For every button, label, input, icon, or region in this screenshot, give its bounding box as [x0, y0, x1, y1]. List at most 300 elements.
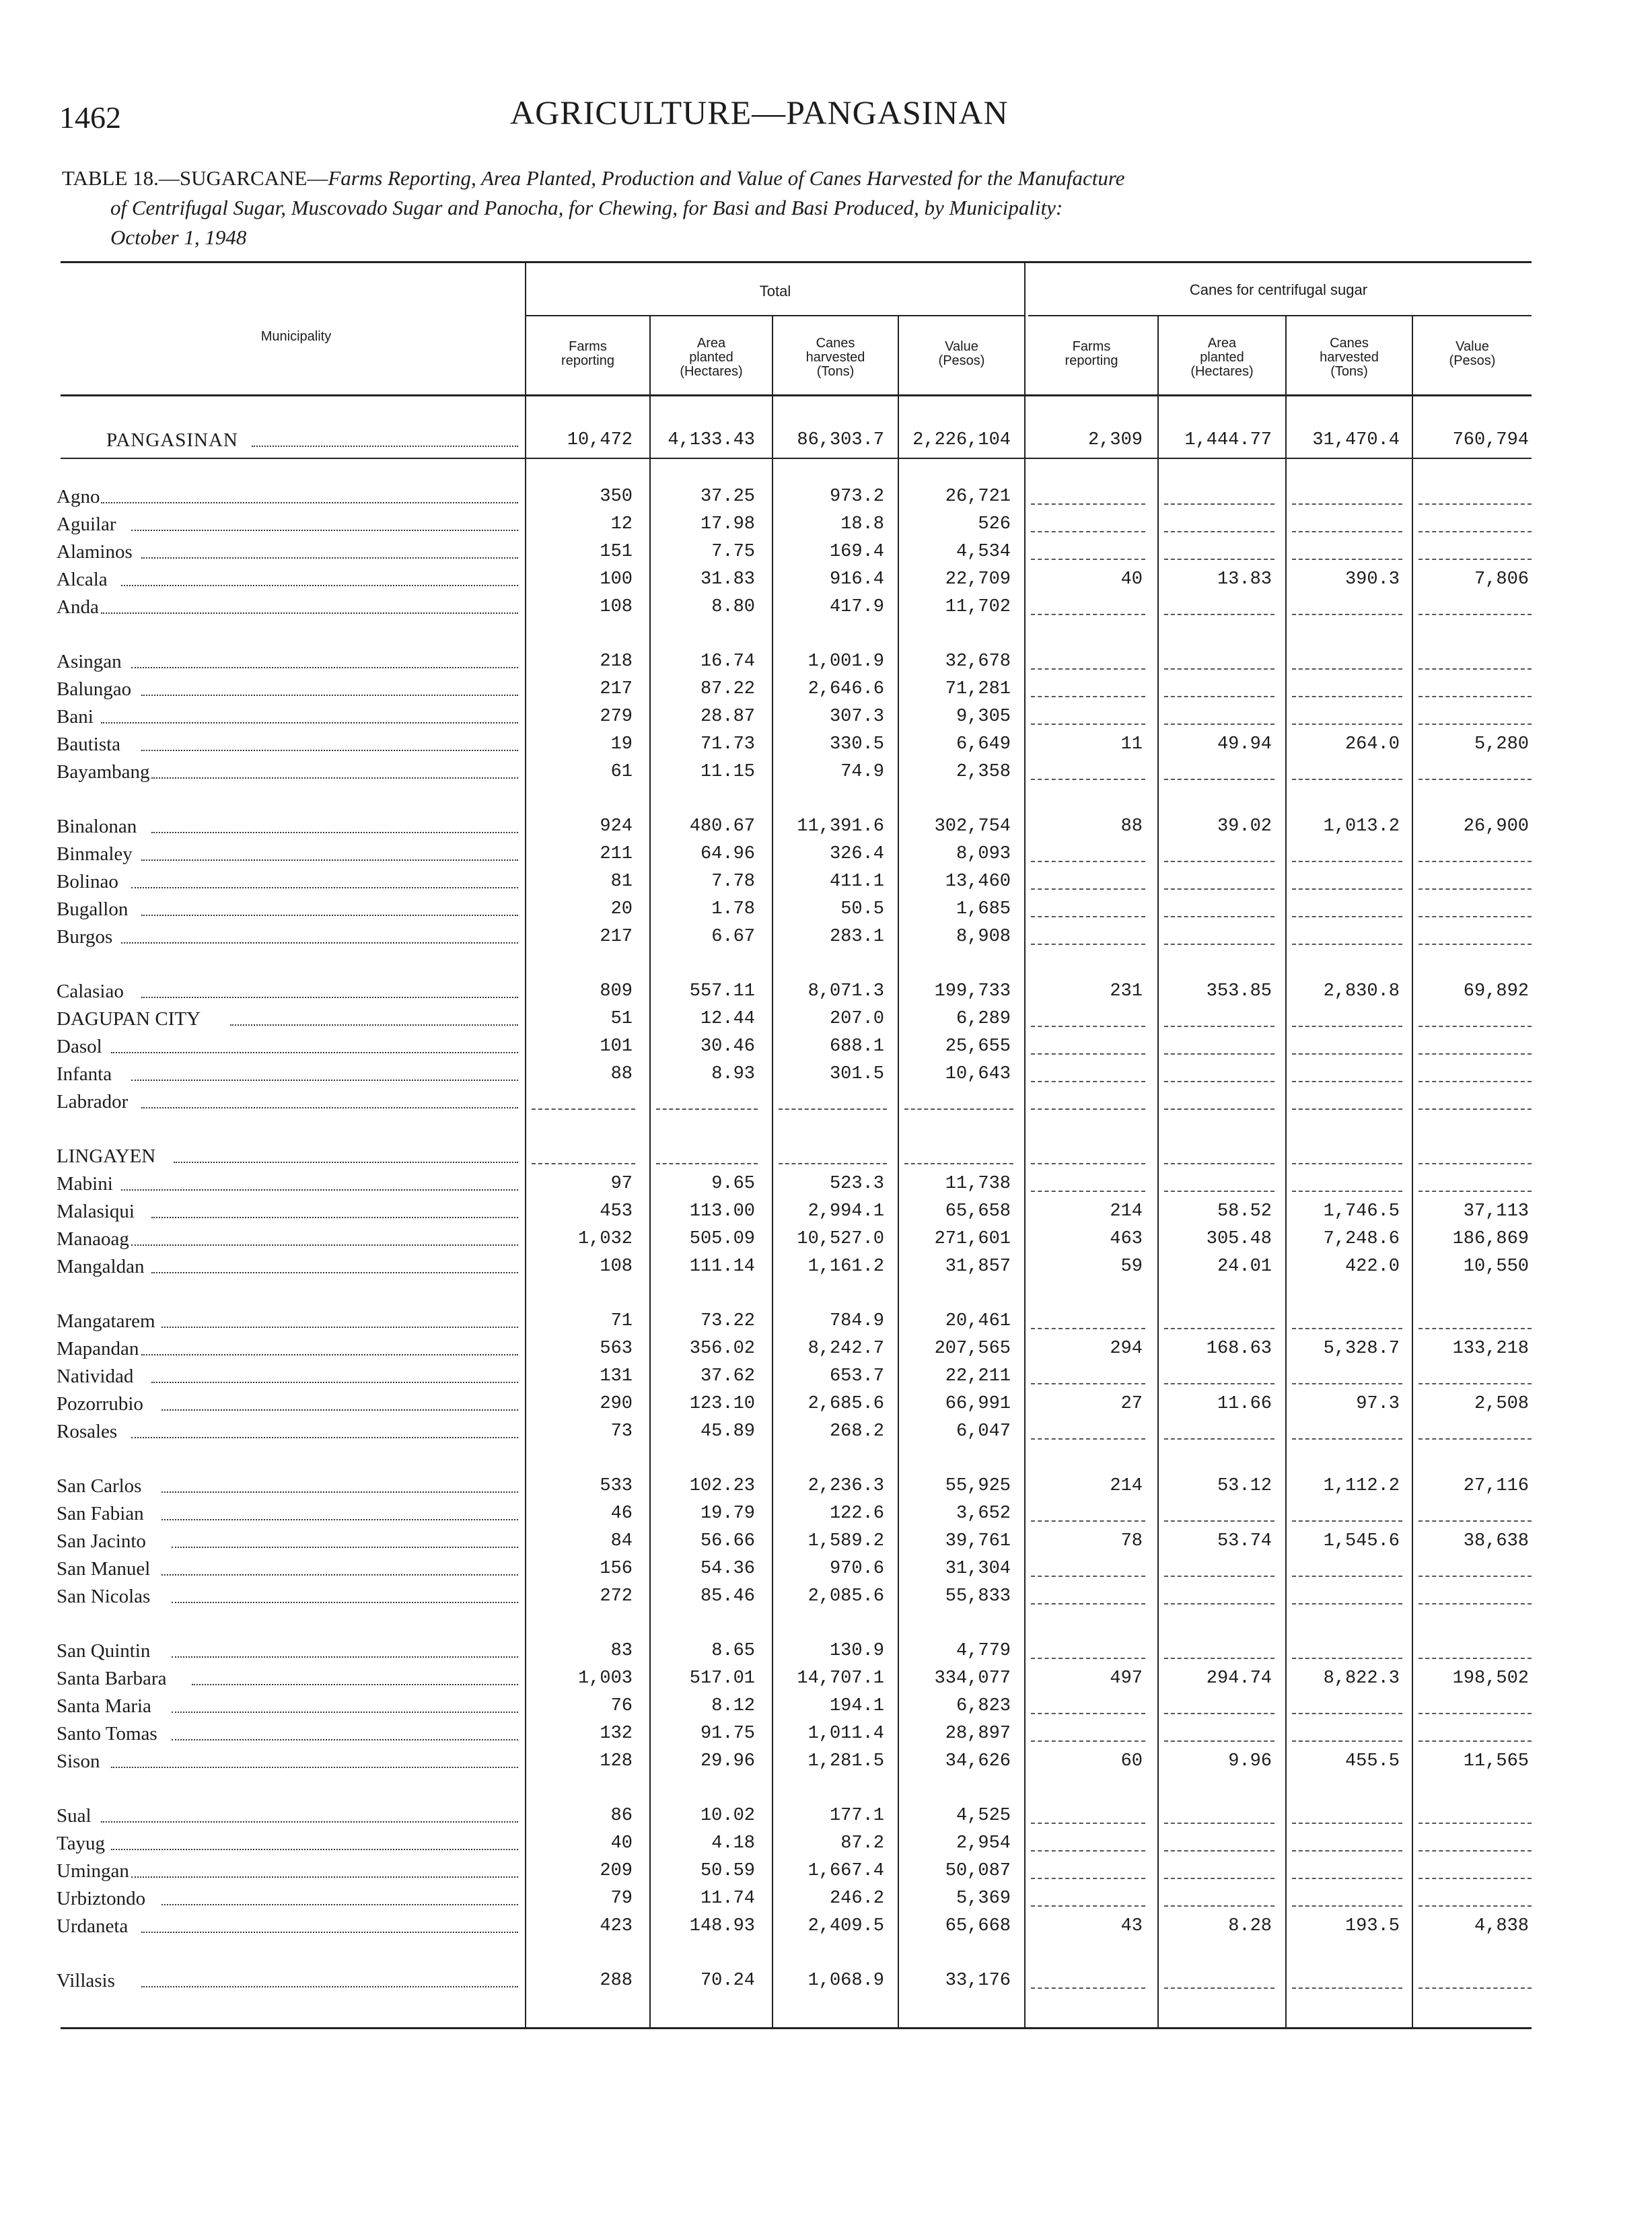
cell-col-1: 101 — [600, 1036, 633, 1057]
cell-col-2: 148.93 — [689, 1916, 755, 1936]
cell-col-6: 305.48 — [1206, 1229, 1272, 1249]
cell-col-8: 37,113 — [1463, 1201, 1529, 1222]
cell-col-2: 37.62 — [700, 1366, 755, 1386]
cell-col-4: 3,652 — [956, 1504, 1011, 1524]
municipality-name: San Quintin — [57, 1640, 151, 1662]
dot-leader — [172, 1739, 518, 1740]
empty-cell-dash — [1292, 1081, 1402, 1082]
empty-cell-dash — [1292, 944, 1402, 945]
dot-leader — [230, 1024, 518, 1026]
page-title: AGRICULTURE—PANGASINAN — [510, 94, 1009, 131]
cell-col-5: 231 — [1110, 981, 1143, 1001]
cell-col-4: 4,779 — [956, 1641, 1011, 1661]
dot-leader — [172, 1547, 518, 1548]
empty-cell-dash — [1164, 1053, 1274, 1055]
empty-cell-dash — [1164, 916, 1274, 917]
municipality-name: Rosales — [57, 1421, 118, 1442]
empty-cell-dash — [1292, 1850, 1402, 1852]
empty-cell-dash — [1292, 531, 1402, 532]
cell-col-8: 69,892 — [1463, 981, 1529, 1001]
empty-cell-dash — [1164, 1576, 1274, 1577]
empty-cell-dash — [1164, 1603, 1274, 1605]
cell-col-1: 279 — [600, 707, 633, 727]
table-row — [0, 566, 1652, 593]
cell-col-2: 8.93 — [711, 1064, 755, 1084]
dot-leader — [141, 859, 518, 861]
empty-cell-dash — [1292, 1053, 1402, 1055]
empty-cell-dash — [1292, 1191, 1402, 1192]
cell-col-2: 7.75 — [711, 542, 755, 562]
cell-col-1: 151 — [600, 542, 633, 562]
empty-cell-dash — [1031, 1987, 1145, 1989]
cell-col-1: 350 — [600, 487, 633, 507]
cell-col-4: 65,668 — [945, 1916, 1011, 1936]
cell-col-2: 17.98 — [700, 514, 755, 534]
empty-cell-dash — [1292, 861, 1402, 862]
cell-col-3: 2,685.6 — [807, 1394, 884, 1414]
empty-cell-dash — [1292, 916, 1402, 917]
dot-leader — [151, 1382, 518, 1383]
table-row — [0, 1858, 1652, 1884]
empty-cell-dash — [1292, 614, 1402, 615]
cell-col-2: 54.36 — [700, 1559, 755, 1579]
cell-col-8: 27,116 — [1463, 1476, 1529, 1496]
cell-col-4: 66,991 — [945, 1394, 1011, 1414]
cell-col-2: 7.78 — [711, 872, 755, 892]
table-row — [0, 923, 1652, 950]
cell-col-8: 38,638 — [1463, 1531, 1529, 1551]
cell-col-6: 53.12 — [1217, 1476, 1272, 1496]
municipality-name: Bautista — [57, 734, 121, 755]
dot-leader — [111, 1767, 518, 1768]
cell-col-1: 84 — [610, 1531, 633, 1551]
cell-col-7: 5,328.7 — [1323, 1339, 1400, 1359]
table-row — [0, 1006, 1652, 1032]
cell-col-2: 113.00 — [689, 1201, 755, 1222]
cell-col-3: 2,646.6 — [807, 679, 884, 699]
dot-leader — [121, 942, 518, 944]
cell-col-2: 102.23 — [689, 1476, 755, 1496]
table-row — [0, 1555, 1652, 1582]
cell-col-5: 88 — [1120, 816, 1143, 837]
cell-col-7: 1,013.2 — [1323, 816, 1400, 837]
cell-col-4: 2,358 — [956, 762, 1011, 782]
empty-cell-dash — [1031, 1108, 1145, 1110]
cell-col-4: 39,761 — [945, 1531, 1011, 1551]
cell-col-7: 193.5 — [1344, 1916, 1400, 1936]
empty-cell-dash — [1031, 1576, 1145, 1577]
empty-cell-dash — [1164, 531, 1274, 532]
cell-col-7: 1,545.6 — [1323, 1531, 1400, 1551]
cell-col-2: 4,133.43 — [668, 430, 755, 450]
cell-col-6: 168.63 — [1206, 1339, 1272, 1359]
cell-col-7: 1,746.5 — [1323, 1201, 1400, 1222]
empty-cell-dash — [1418, 1163, 1532, 1164]
cell-col-6: 294.74 — [1206, 1668, 1272, 1689]
cell-col-1: 12 — [610, 514, 633, 534]
cell-col-3: 1,161.2 — [807, 1257, 884, 1277]
cell-col-4: 207,565 — [934, 1339, 1011, 1359]
dot-leader — [192, 1684, 518, 1685]
municipality-name: San Jacinto — [57, 1530, 146, 1552]
empty-cell-dash — [1031, 1163, 1145, 1164]
cell-col-4: 33,176 — [945, 1971, 1011, 1991]
cell-col-3: 973.2 — [829, 487, 884, 507]
cell-col-2: 45.89 — [700, 1421, 755, 1442]
cell-col-3: 916.4 — [829, 569, 884, 590]
table-row — [0, 978, 1652, 1005]
cell-col-1: 563 — [600, 1339, 633, 1359]
empty-cell-dash — [1418, 1520, 1532, 1522]
cell-col-6: 49.94 — [1217, 734, 1272, 754]
empty-cell-dash — [1164, 1740, 1274, 1742]
cell-col-1: 51 — [610, 1009, 633, 1029]
cell-col-1: 131 — [600, 1366, 633, 1386]
cell-col-4: 10,643 — [945, 1064, 1011, 1084]
cell-col-2: 557.11 — [689, 981, 755, 1001]
cell-col-4: 8,908 — [956, 927, 1011, 947]
cell-col-3: 1,589.2 — [807, 1531, 884, 1551]
dot-leader — [161, 1409, 518, 1411]
dot-leader — [161, 1904, 518, 1905]
empty-cell-dash — [1031, 696, 1145, 697]
empty-cell-dash — [1418, 531, 1532, 532]
cell-col-1: 73 — [610, 1421, 633, 1442]
cell-col-1: 81 — [610, 872, 633, 892]
cell-col-4: 28,897 — [945, 1724, 1011, 1744]
cell-col-2: 50.59 — [700, 1861, 755, 1881]
page-number: 1462 — [59, 100, 121, 135]
empty-cell-dash — [1292, 1328, 1402, 1329]
cell-col-3: 2,236.3 — [807, 1476, 884, 1496]
table-row — [0, 1308, 1652, 1335]
cell-col-6: 24.01 — [1217, 1257, 1272, 1277]
cell-col-1: 108 — [600, 597, 633, 617]
empty-cell-dash — [1031, 614, 1145, 615]
dot-leader — [121, 1189, 518, 1191]
cell-col-5: 27 — [1120, 1394, 1143, 1414]
dot-leader — [141, 1354, 518, 1355]
empty-cell-dash — [1418, 1823, 1532, 1824]
empty-cell-dash — [904, 1163, 1013, 1164]
dot-leader — [172, 1712, 518, 1713]
cell-col-8: 7,806 — [1474, 569, 1529, 590]
empty-cell-dash — [1164, 503, 1274, 505]
cell-col-2: 73.22 — [700, 1311, 755, 1331]
municipality-name: Santa Barbara — [57, 1668, 167, 1689]
empty-cell-dash — [1292, 1905, 1402, 1907]
cell-col-1: 209 — [600, 1861, 633, 1881]
col-header-7: Canes harvested (Tons) — [1320, 336, 1379, 379]
dot-leader — [161, 1491, 518, 1493]
cell-col-1: 10,472 — [567, 430, 633, 450]
dot-leader — [101, 722, 518, 724]
cell-col-3: 1,667.4 — [807, 1861, 884, 1881]
cell-col-3: 14,707.1 — [797, 1668, 884, 1689]
municipality-name: DAGUPAN CITY — [57, 1008, 201, 1030]
cell-col-2: 6.67 — [711, 927, 755, 947]
empty-cell-dash — [1164, 779, 1274, 780]
empty-cell-dash — [1418, 944, 1532, 945]
empty-cell-dash — [904, 1108, 1013, 1110]
municipality-name: Infanta — [57, 1063, 112, 1085]
empty-cell-dash — [1418, 861, 1532, 862]
dot-leader — [172, 1656, 518, 1658]
cell-col-4: 11,738 — [945, 1174, 1011, 1194]
empty-cell-dash — [1164, 668, 1274, 670]
header-municipality: Municipality — [260, 329, 332, 344]
table-row — [0, 1088, 1652, 1115]
cell-col-4: 2,226,104 — [912, 430, 1011, 450]
empty-cell-dash — [1292, 1823, 1402, 1824]
cell-col-3: 970.6 — [829, 1559, 884, 1579]
cell-col-3: 1,068.9 — [807, 1971, 884, 1991]
empty-cell-dash — [656, 1108, 758, 1110]
municipality-name: Mabini — [57, 1173, 113, 1195]
municipality-name: PANGASINAN — [106, 429, 238, 451]
empty-cell-dash — [779, 1108, 887, 1110]
cell-col-3: 2,409.5 — [807, 1916, 884, 1936]
municipality-name: Binalonan — [57, 816, 137, 837]
cell-col-5: 78 — [1120, 1531, 1143, 1551]
cell-col-2: 111.14 — [689, 1257, 755, 1277]
municipality-name: Mangatarem — [57, 1310, 155, 1332]
table-row — [0, 1390, 1652, 1417]
cell-col-8: 26,900 — [1463, 816, 1529, 837]
cell-col-2: 37.25 — [700, 487, 755, 507]
table-row — [0, 1033, 1652, 1060]
cell-col-3: 74.9 — [840, 762, 884, 782]
empty-cell-dash — [1164, 1081, 1274, 1082]
cell-col-1: 1,003 — [577, 1668, 633, 1689]
empty-cell-dash — [1292, 1576, 1402, 1577]
table-caption — [62, 164, 1536, 252]
empty-cell-dash — [1164, 888, 1274, 890]
cell-col-4: 1,685 — [956, 899, 1011, 919]
cell-col-2: 56.66 — [700, 1531, 755, 1551]
cell-col-3: 177.1 — [829, 1806, 884, 1826]
cell-col-5: 2,309 — [1087, 430, 1143, 450]
empty-cell-dash — [1418, 614, 1532, 615]
empty-cell-dash — [1031, 944, 1145, 945]
cell-col-8: 5,280 — [1474, 734, 1529, 754]
empty-cell-dash — [1292, 1987, 1402, 1989]
municipality-name: Binmaley — [57, 843, 133, 865]
municipality-name: Dasol — [57, 1036, 102, 1057]
cell-col-7: 264.0 — [1344, 734, 1400, 754]
municipality-name: LINGAYEN — [57, 1145, 156, 1167]
cell-col-4: 9,305 — [956, 707, 1011, 727]
cell-col-3: 417.9 — [829, 597, 884, 617]
cell-col-3: 11,391.6 — [797, 816, 884, 837]
municipality-name: Alcala — [57, 569, 108, 590]
cell-col-8: 10,550 — [1463, 1257, 1529, 1277]
rule-header-bottom — [61, 394, 1532, 396]
empty-cell-dash — [1164, 724, 1274, 725]
empty-cell-dash — [1418, 503, 1532, 505]
table-row — [0, 1830, 1652, 1857]
cell-col-3: 411.1 — [829, 872, 884, 892]
empty-cell-dash — [1031, 916, 1145, 917]
empty-cell-dash — [1418, 1053, 1532, 1055]
cell-col-2: 85.46 — [700, 1586, 755, 1607]
cell-col-6: 9.96 — [1228, 1751, 1272, 1771]
caption-text-3: October 1, 1948 — [110, 225, 247, 249]
empty-cell-dash — [1418, 1576, 1532, 1577]
table-row — [0, 1720, 1652, 1747]
empty-cell-dash — [1418, 696, 1532, 697]
cell-col-7: 1,112.2 — [1323, 1476, 1400, 1496]
table-row — [0, 1528, 1652, 1555]
cell-col-3: 653.7 — [829, 1366, 884, 1386]
dot-leader — [172, 1602, 518, 1603]
dot-leader — [121, 585, 518, 586]
cell-col-2: 11.15 — [700, 762, 755, 782]
municipality-name: Santo Tomas — [57, 1723, 157, 1744]
empty-cell-dash — [1418, 559, 1532, 560]
municipality-name: Labrador — [57, 1091, 129, 1113]
cell-col-1: 272 — [600, 1586, 633, 1607]
cell-col-7: 390.3 — [1344, 569, 1400, 590]
cell-col-7: 422.0 — [1344, 1257, 1400, 1277]
table-row — [0, 1473, 1652, 1500]
dot-leader — [111, 1052, 518, 1053]
empty-cell-dash — [1418, 1438, 1532, 1440]
cell-col-6: 8.28 — [1228, 1916, 1272, 1936]
cell-col-1: 211 — [600, 844, 633, 864]
dot-leader — [131, 1876, 518, 1878]
empty-cell-dash — [1031, 1520, 1145, 1522]
rule-group-total — [525, 315, 1024, 316]
table-row — [0, 676, 1652, 703]
cell-col-1: 46 — [610, 1504, 633, 1524]
empty-cell-dash — [1164, 614, 1274, 615]
empty-cell-dash — [1031, 1850, 1145, 1852]
table-row — [0, 1967, 1652, 1994]
empty-cell-dash — [1031, 1905, 1145, 1907]
cell-col-2: 8.80 — [711, 597, 755, 617]
cell-col-2: 70.24 — [700, 1971, 755, 1991]
dot-leader — [161, 1574, 518, 1576]
municipality-name: Natividad — [57, 1366, 134, 1387]
cell-col-4: 6,823 — [956, 1696, 1011, 1716]
table-row — [0, 511, 1652, 538]
dot-leader — [131, 1437, 518, 1438]
cell-col-7: 8,822.3 — [1323, 1668, 1400, 1689]
cell-col-4: 22,211 — [945, 1366, 1011, 1386]
municipality-name: Tayug — [57, 1833, 106, 1854]
cell-col-3: 268.2 — [829, 1421, 884, 1442]
empty-cell-dash — [1292, 1658, 1402, 1659]
rule-top — [61, 261, 1532, 263]
municipality-name: Alaminos — [57, 541, 133, 563]
empty-cell-dash — [1164, 1191, 1274, 1192]
col-header-8: Value (Pesos) — [1449, 339, 1496, 368]
cell-col-2: 91.75 — [700, 1724, 755, 1744]
dot-leader — [131, 1080, 518, 1081]
empty-cell-dash — [1418, 1740, 1532, 1742]
cell-col-1: 453 — [600, 1201, 633, 1222]
empty-cell-dash — [1031, 503, 1145, 505]
empty-cell-dash — [1031, 1878, 1145, 1879]
municipality-name: Aguilar — [57, 514, 116, 535]
municipality-name: Sison — [57, 1751, 100, 1772]
caption-text-1: Farms Reporting, Area Planted, Production and Value of Canes Harvested for the Manufacture — [328, 166, 1125, 190]
table-row — [0, 1363, 1652, 1390]
empty-cell-dash — [1292, 724, 1402, 725]
municipality-name: Pozorrubio — [57, 1393, 143, 1415]
municipality-name: Calasiao — [57, 981, 124, 1002]
empty-cell-dash — [1031, 1740, 1145, 1742]
cell-col-6: 13.83 — [1217, 569, 1272, 590]
cell-col-8: 11,565 — [1463, 1751, 1529, 1771]
cell-col-1: 128 — [600, 1751, 633, 1771]
empty-cell-dash — [1164, 1850, 1274, 1852]
empty-cell-dash — [1292, 888, 1402, 890]
table-row — [0, 594, 1652, 621]
empty-cell-dash — [1292, 1438, 1402, 1440]
cell-col-4: 34,626 — [945, 1751, 1011, 1771]
empty-cell-dash — [656, 1163, 758, 1164]
dot-leader — [131, 667, 518, 668]
empty-cell-dash — [1164, 1163, 1274, 1164]
dot-leader — [151, 777, 518, 779]
empty-cell-dash — [1031, 861, 1145, 862]
cell-col-2: 505.09 — [689, 1229, 755, 1249]
cell-col-3: 130.9 — [829, 1641, 884, 1661]
group-header-centrifugal: Canes for centrifugal sugar — [1189, 281, 1368, 298]
municipality-name: Santa Maria — [57, 1695, 151, 1717]
empty-cell-dash — [1418, 1850, 1532, 1852]
municipality-name: Asingan — [57, 651, 122, 672]
rule-group-centrifugal — [1028, 315, 1532, 316]
cell-col-4: 302,754 — [934, 816, 1011, 837]
rule-bottom — [61, 2027, 1532, 2029]
cell-col-3: 330.5 — [829, 734, 884, 754]
cell-col-1: 40 — [610, 1833, 633, 1854]
empty-cell-dash — [1292, 1383, 1402, 1384]
province-total-row — [0, 427, 1652, 454]
dot-leader — [174, 1162, 518, 1163]
empty-cell-dash — [1418, 916, 1532, 917]
cell-col-4: 4,525 — [956, 1806, 1011, 1826]
table-row — [0, 868, 1652, 895]
cell-col-1: 290 — [600, 1394, 633, 1414]
cell-col-3: 10,527.0 — [797, 1229, 884, 1249]
cell-col-3: 1,281.5 — [807, 1751, 884, 1771]
cell-col-1: 97 — [610, 1174, 633, 1194]
cell-col-2: 9.65 — [711, 1174, 755, 1194]
table-row — [0, 759, 1652, 785]
cell-col-4: 13,460 — [945, 872, 1011, 892]
cell-col-2: 29.96 — [700, 1751, 755, 1771]
cell-col-2: 8.12 — [711, 1696, 755, 1716]
empty-cell-dash — [1292, 1026, 1402, 1027]
table-row — [0, 1143, 1652, 1170]
cell-col-4: 6,649 — [956, 734, 1011, 754]
col-header-5: Farms reporting — [1065, 339, 1118, 368]
cell-col-2: 10.02 — [700, 1806, 755, 1826]
empty-cell-dash — [1031, 531, 1145, 532]
empty-cell-dash — [1031, 1081, 1145, 1082]
cell-col-4: 50,087 — [945, 1861, 1011, 1881]
cell-col-1: 809 — [600, 981, 633, 1001]
cell-col-6: 11.66 — [1217, 1394, 1272, 1414]
dot-leader — [161, 1327, 518, 1328]
empty-cell-dash — [532, 1163, 635, 1164]
cell-col-4: 22,709 — [945, 569, 1011, 590]
cell-col-1: 217 — [600, 679, 633, 699]
